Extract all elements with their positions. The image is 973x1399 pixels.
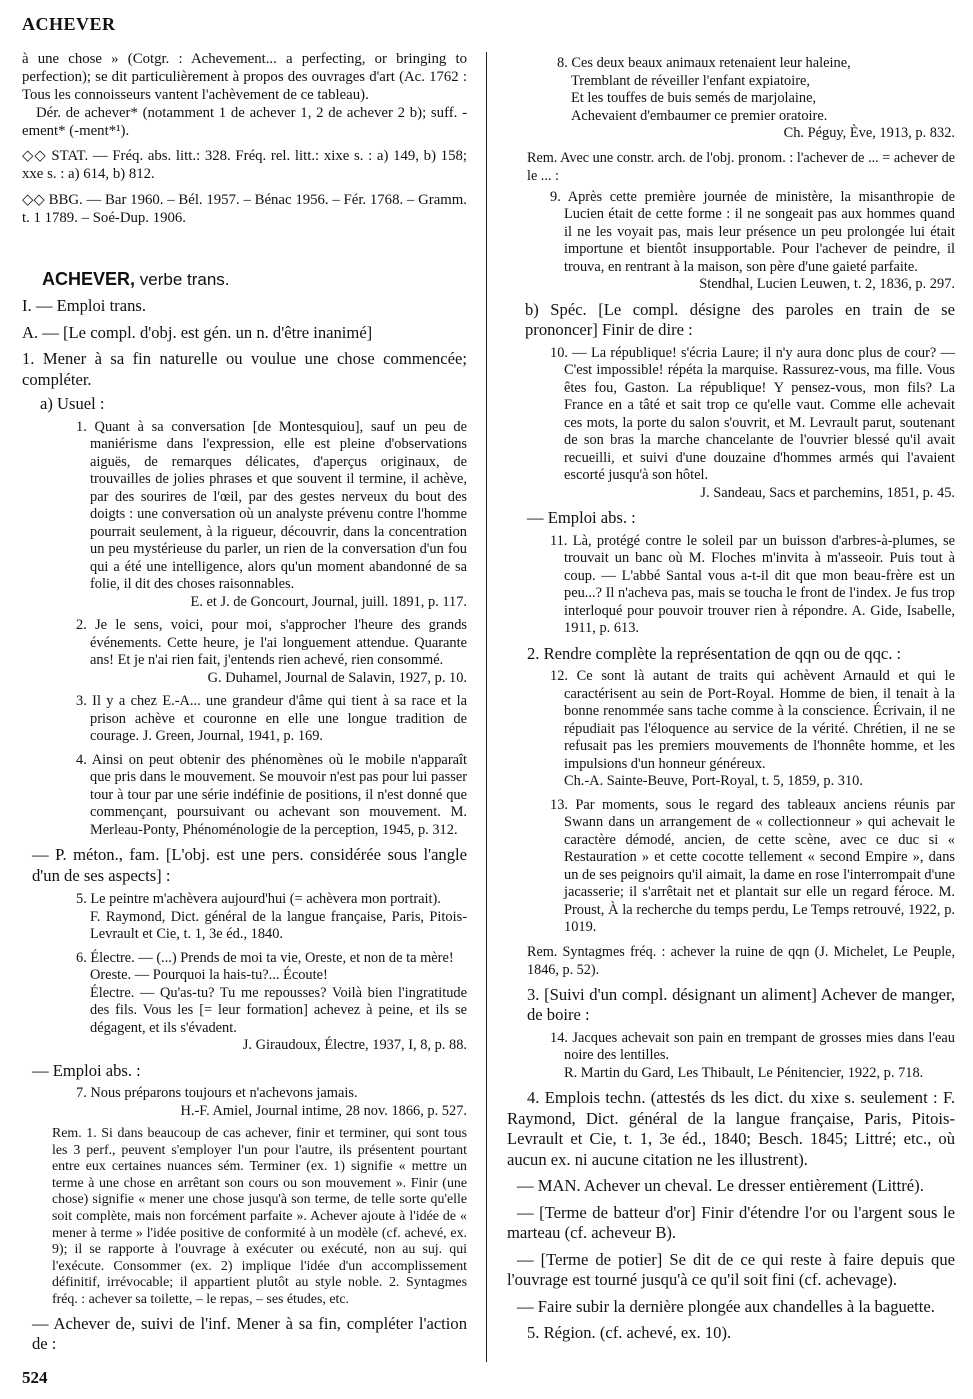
example-text: 11. Là, protégé contre le soleil par un buisson d'arbres-à-plumes, se trouvait un banc où M. Floches m'invita à m'asseoir. Puis tout à coup. — L'abbé Santal vous a-t-il dit que mon beau-frère est un peu...? Il n'acheva pas, mais se toucha le front de l'index. Je fus trop interloqué pour pouvoir trouver rien à répondre. [550, 532, 955, 619]
left-column [22, 50, 467, 1355]
example-text: 10. — La république! s'écria Laure; il n'y aura donc plus de cour? — C'est impossible! répéta la marquise. Rassurez-vous, ma fille. Vous êtes fou, Gaston. La république! Y pensez-vous, mon fils? La France en a tâté et sait trop ce qu'elle vaut. Comme elle achevait ces mots, la porte du salon s'ouvrit, et M. Levrault parut, soutenant de son bras la marche chancelante de l'ouvrier blessé qu'il avait recueilli, et suivi d'une douzaine d'hommes armés qui l'avaient escorté jusqu'à son hôtel. [550, 344, 955, 483]
remark-syntagmes: Rem. Syntagmes fréq. : achever la ruine de qqn (J. Michelet, Le Peuple, 1846, p. 52). [527, 943, 955, 978]
example-12 [550, 668, 955, 791]
poem-line: Achevaient d'embaumer ce premier oratoire. [571, 107, 828, 124]
example-text: 7. Nous préparons toujours et n'achevons jamais. [76, 1085, 358, 1101]
sense-2: 2. Rendre complète la représentation de qqn ou de qqc. : [527, 643, 902, 663]
example-text: Oreste. — Pourquoi la hais-tu?... Écoute! [90, 967, 328, 983]
example-source: Ch. Péguy, Ève, 1913, p. 832. [783, 125, 955, 141]
example-source: M. Proust, À la recherche du temps perdu, Le Temps retrouvé, 1922, p. 1019. [564, 884, 955, 935]
example-10 [550, 344, 955, 503]
meton-label: — P. méton., fam. [L'obj. est une pers. considérée sous l'angle d'un de ses aspects] : [32, 845, 467, 885]
poem-line: 8. Ces deux beaux animaux retenaient leur haleine, [557, 55, 851, 71]
example-source: E. et J. de Goncourt, Journal, juill. 1891, p. 117. [190, 593, 467, 610]
example-source: Ch.-A. Sainte-Beuve, Port-Royal, t. 5, 1859, p. 310. [564, 773, 863, 789]
derivation-text: Dér. de achever* (notamment 1 de achever 1, 2 de achever 2 b); suff. -ement* (-ment*¹). [22, 105, 467, 139]
spec-label: b) Spéc. [Le compl. désigne des paroles en train de se prononcer] Finir de dire : [525, 299, 955, 339]
example-text: 13. Par moments, sous le regard des tableaux anciens réunis par Swann dans un arrangement de « collectionneur » qui achevait le caractère démodé, ancien, de cette scène, avec ce duc si « Restauration » et cette cocotte tellement « second Empire », dans un de ses peignoirs qu'il aimait, la dame en rose l'interrompait d'une jacasserie; il s'arrêtait net et plantait sur elle un regard féroce. [550, 796, 955, 900]
example-13 [550, 796, 955, 937]
usuel-label: a) Usuel : [40, 394, 105, 413]
example-text: 9. Après cette première journée de ministère, la misanthropie de Lucien était de cette forme : il ne songeait pas aux hommes quand il ne les voyait pas, mais leur présence un peu prolongée lui était importune et bientôt insupportable. Pour l'achever de peindre, il trouva, en rentrant à la maison, son père d'une gaieté parfaite. [550, 188, 955, 275]
example-source: R. Martin du Gard, Les Thibault, Le Pénitencier, 1922, p. 718. [564, 1064, 924, 1081]
sense-5: 5. Région. (cf. achevé, ex. 10). [527, 1323, 732, 1342]
example-source: F. Raymond, Dict. général de la langue française, Paris, Pitois-Levrault et Cie, t. 1, 3e éd., 1840. [90, 908, 467, 942]
section-A: A. — [Le compl. d'obj. est gén. un n. d'être inanimé] [22, 322, 373, 342]
sense-1: 1. Mener à sa fin naturelle ou voulue une chose commencée; compléter. [22, 349, 467, 389]
example-text: 14. Jacques achevait son pain en trempant de grosses mies dans l'eau noire des lentilles. [550, 1029, 955, 1063]
column-divider [486, 52, 487, 1362]
example-text: Électre. — Qu'as-tu? Tu me repousses? Voilà bien l'ingratitude des fils. Vous les [= leur formation] achevez à peine, et ils se dégagent, et ils s'évadent. [90, 984, 467, 1036]
example-14 [550, 1029, 955, 1083]
example-9 [550, 188, 955, 294]
example-source: Stendhal, Lucien Leuwen, t. 2, 1836, p. 297. [699, 276, 955, 292]
example-7 [76, 1085, 467, 1120]
poem-line: Et les touffes de buis semés de marjolaine, [571, 90, 817, 106]
running-head: ACHEVER [22, 14, 116, 34]
chandelles-sense: — Faire subir la dernière plongée aux chandelles à la baguette. [517, 1296, 935, 1316]
headword: ACHEVER, [42, 269, 136, 289]
example-source: J. Giraudoux, Électre, 1937, I, 8, p. 88. [242, 1037, 467, 1053]
potier-sense: — [Terme de potier] Se dit de ce qui reste à faire depuis que l'ouvrage est tourné jusqu'à ce qu'il soit fini (cf. achevage). [507, 1249, 955, 1289]
etymology-text: à une chose » (Cotgr. : Achevement... a perfecting, or bringing to perfection); se dit particulièrement à propos des ouvrages d'art (Ac. 1762 : Tous les connoisseurs vantent l'achèvement de ce tableau). [22, 51, 467, 103]
example-text: 4. Ainsi on peut obtenir des phénomènes où le mobile n'apparaît que pris dans le mouvement. Se mouvoir n'est pas pour lui passer tour à tour par une série indéfinie de positions, il n'est donné que commençant, poursuivant ou achevant son mouvement. [76, 751, 467, 820]
example-source: H.-F. Amiel, Journal intime, 28 nov. 1866, p. 527. [180, 1102, 467, 1119]
achever-de-label: — Achever de, suivi de l'inf. Mener à sa fin, compléter l'action de : [32, 1313, 467, 1354]
stat-text: ◇◇ STAT. — Fréq. abs. litt.: 328. Fréq. rel. litt.: xixe s. : a) 149, b) 158; xxe s. : a) 614, b) 812. [22, 148, 467, 182]
example-text: 12. Ce sont là autant de traits qui achèvent Arnauld et qui le caractérisent au sein de Port-Royal. Homme de bien, il tenait à la bonne renommée sans tache comme à la conscience. Écrivain, il ne répudiait pas l'éloquence au service de la vérité. Chrétien, il ne se refusait pas les premiers mouvements de l'honnête homme, et les impulsions d'un honneur généreux. [550, 668, 955, 772]
batteur-sense: — [Terme de batteur d'or] Finir d'étendre l'or ou l'argent sous le marteau (cf. acheveur B). [507, 1202, 955, 1242]
poem-line: Tremblant de réveiller l'enfant expiatoire, [571, 72, 811, 89]
example-source: M. Merleau-Ponty, Phénoménologie de la perception, 1945, p. 312. [90, 804, 467, 838]
example-11 [550, 532, 955, 638]
headword-line [42, 269, 467, 290]
example-text: 2. Je le sens, voici, pour moi, s'approcher l'heure des grands événements. Cette heure, je l'ai longuement attendue. Quarante ans! Et je n'ai rien fait, j'entends rien achevé, rien consommé. [76, 617, 467, 668]
section-I: I. — Emploi trans. [22, 296, 146, 315]
example-source: J. Green, Journal, 1941, p. 169. [142, 728, 324, 744]
example-5 [76, 891, 467, 944]
page-number: 524 [22, 1368, 48, 1387]
man-sense: — MAN. Achever un cheval. Le dresser entièrement (Littré). [517, 1176, 924, 1195]
emploi-abs-label-2: — Emploi abs. : [527, 508, 636, 527]
sense-3: 3. [Suivi d'un compl. désignant un aliment] Achever de manger, de boire : [527, 984, 955, 1024]
example-text: 3. Il y a chez E.-A... une grandeur d'âme qui tient à sa race et la prison achève et couronne en elle une longue tradition de courage. [76, 693, 467, 744]
bibliography-text: ◇◇ BBG. — Bar 1960. – Bél. 1957. – Bénac 1956. – Fér. 1768. – Gramm. t. 1 1789. – Soé-Dup. 1906. [22, 192, 467, 226]
right-column [507, 55, 955, 1344]
example-1 [76, 418, 467, 612]
example-8 [557, 55, 955, 143]
example-2 [76, 617, 467, 687]
example-3 [76, 693, 467, 746]
example-text: 1. Quant à sa conversation [de Montesquiou], sauf un peu de maniérisme dans l'expression, elle est pleine d'observations aiguës, de remarques délicates, d'aperçus originaux, de trouvailles de jolies phrases et que souvent il termine, il achève, par des sourires de l'œil, par des gestes nerveux du bout des doigts : une conversation où un analyste prévenu contre l'homme pourrait seulement, à la rigueur, découvrir, dans la concentration un peu mystérieuse du parler, un rien de la conversation d'un fou qui a été une intelligence, alors qu'un moment abandonné de sa folie, il dit des choses raisonnables. [76, 418, 467, 592]
remark-1: Rem. 1. Si dans beaucoup de cas achever, finir et terminer, qui sont tous les 3 perf., peuvent s'employer l'un pour l'autre, ils présentent pourtant entre eux certaines nuances sém. Terminer (ex. 1) signifie « mettre un terme à une chose en arrêtant son cours ou son mouvement ». Finir (une chose) signifie « mener une chose jusqu'à son terme, de telle sorte qu'elle soit complète, mais non forcément parfaite ». Achever ajoute à l'idée de « mener à terme » l'idée positive de conformité à un modèle (cf. achevé, ex. 9); il se rapporte à l'ouvrage à exécuter ou exécuté, non au suj. qui l'exécute. Consommer (ex. 2) implique l'idée d'un accomplissement définitif, irrévocable; il appartient plutôt au style noble. 2. Syntagmes fréq. : achever sa toilette, – le repas, – ses études, etc. [52, 1126, 467, 1307]
example-source: A. Gide, Isabelle, 1911, p. 613. [564, 602, 955, 636]
emploi-abs-label: — Emploi abs. : [32, 1060, 141, 1080]
example-text: 5. Le peintre m'achèvera aujourd'hui (= achèvera mon portrait). [76, 891, 441, 907]
example-4 [76, 751, 467, 840]
example-6 [76, 949, 467, 1055]
example-source: J. Sandeau, Sacs et parchemins, 1851, p. 45. [700, 484, 955, 501]
example-source: G. Duhamel, Journal de Salavin, 1927, p. 10. [207, 669, 467, 686]
example-text: 6. Électre. — (...) Prends de moi ta vie, Oreste, et non de ta mère! [76, 949, 454, 966]
sense-4: 4. Emplois techn. (attestés ds les dict. du xixe s. seulement : F. Raymond, Dict. général de la langue française, Paris, Pitois-Levrault et Cie, t. 1, 3e éd., 1840; Besch. 1845; Littré; etc., où aucun ex. ni aucune citation ne les illustrent). [507, 1088, 955, 1169]
remark-construction: Rem. Avec une constr. arch. de l'obj. pronom. : l'achever de ... = achever de le ... : [527, 149, 955, 184]
part-of-speech: verbe trans. [139, 270, 230, 289]
